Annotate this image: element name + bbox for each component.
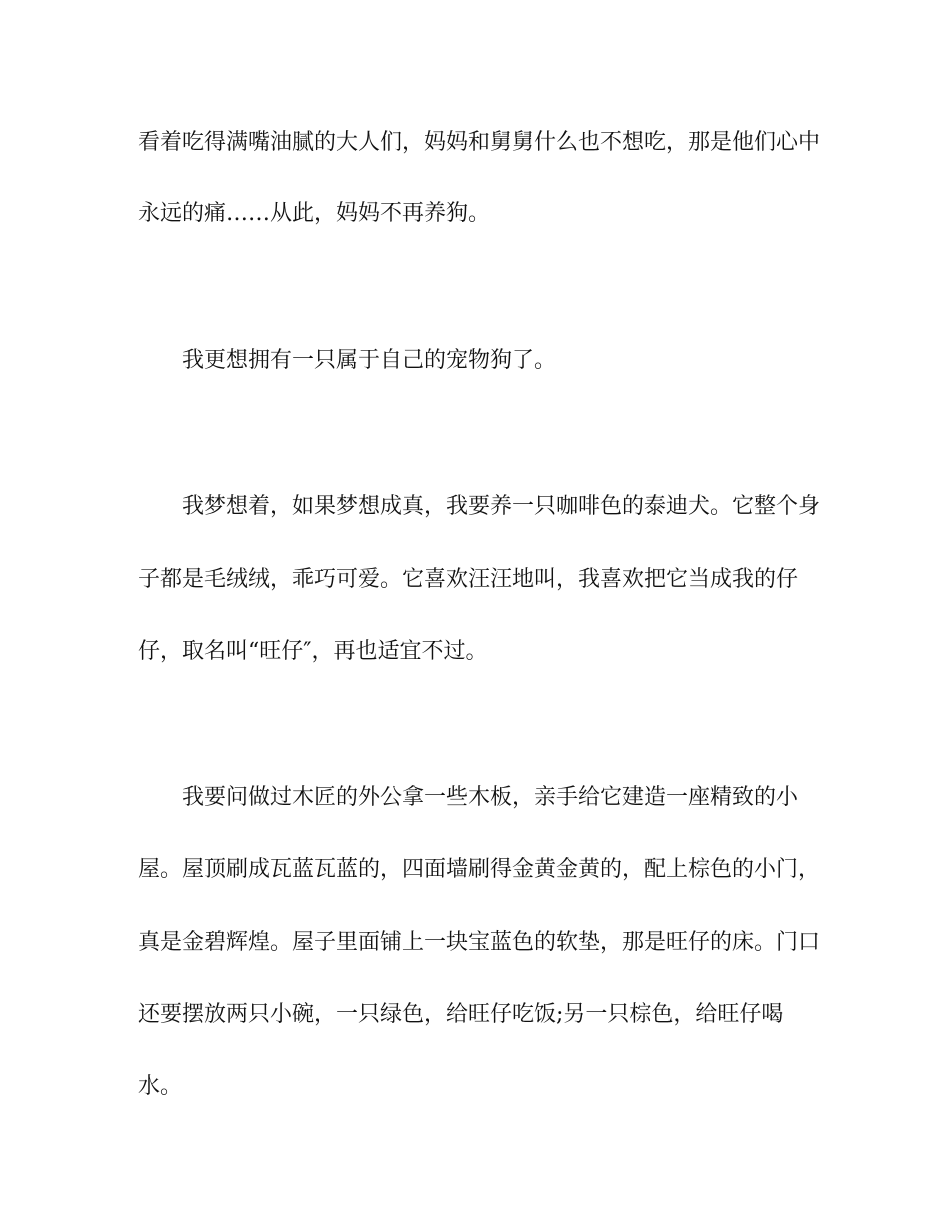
- paragraph-4-line-5: 水。: [138, 1074, 183, 1099]
- paragraph-4-line-2: 屋。屋顶刷成瓦蓝瓦蓝的，四面墙刷得金黄金黄的，配上棕色的小门，: [138, 857, 821, 882]
- paragraph-4-line-4: 还要摆放两只小碗，一只绿色，给旺仔吃饭;另一只棕色，给旺仔喝: [138, 1002, 784, 1027]
- paragraph-4-line-1: 我要问做过木匠的外公拿一些木板，亲手给它建造一座精致的小: [182, 785, 799, 810]
- paragraph-4-line-3: 真是金碧辉煌。屋子里面铺上一块宝蓝色的软垫，那是旺仔的床。门口: [138, 930, 821, 955]
- paragraph-2-line-1: 我更想拥有一只属于自己的宠物狗了。: [182, 348, 557, 373]
- paragraph-3-line-2: 子都是毛绒绒，乖巧可爱。它喜欢汪汪地叫，我喜欢把它当成我的仔: [138, 567, 799, 592]
- paragraph-3-line-1: 我梦想着，如果梦想成真，我要养一只咖啡色的泰迪犬。它整个身: [182, 494, 821, 519]
- paragraph-3-line-3: 仔，取名叫“旺仔″，再也适宜不过。: [138, 639, 488, 664]
- paragraph-1-line-1: 看着吃得满嘴油腻的大人们，妈妈和舅舅什么也不想吃，那是他们心中: [138, 130, 821, 155]
- paragraph-1-line-2: 永远的痛……从此，妈妈不再养狗。: [138, 201, 491, 226]
